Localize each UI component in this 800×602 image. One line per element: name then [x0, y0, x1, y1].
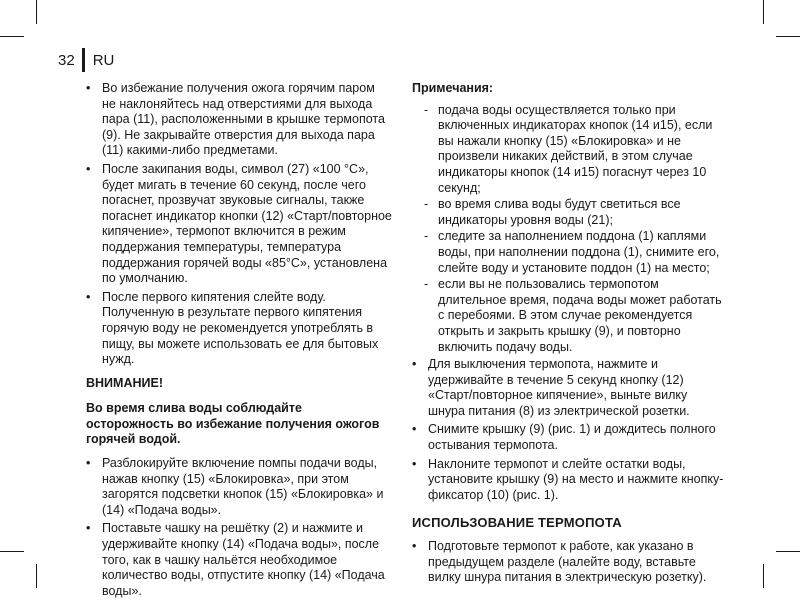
bullet-list [412, 539, 724, 586]
crop-mark [0, 36, 24, 37]
header-divider [82, 48, 85, 72]
bullet-list [86, 81, 392, 368]
bullet-list [412, 357, 724, 503]
note-item: - следите за наполнением поддона (1) каплями воды, при наполнении поддона (1), снимите его, слейте воду и установите поддон (1) на место; [412, 229, 724, 276]
notes-heading: Примечания: [412, 81, 494, 95]
crop-mark [776, 36, 800, 37]
attention-text: Во время слива воды соблюдайте осторожность во избежание получения ожогов горячей водой. [86, 401, 380, 447]
left-column [86, 81, 392, 602]
list-item: • Поставьте чашку на решётку (2) и нажмите и удерживайте кнопку (14) «Подача воды», после того, как в чашку нальётся необходимое количество воды, отпустите кнопку (14) «Подача воды». [86, 521, 392, 599]
note-item: - подача воды осуществляется только при включенных индикаторах кнопок (14 и15), если вы нажали кнопку (15) «Блокировка» и не произвели никаких действий, в этом случае индикаторы кнопок (14 и15) погаснут через 10 секунд; [412, 103, 724, 197]
crop-mark [776, 551, 800, 552]
crop-mark [36, 0, 37, 24]
list-item: • Разблокируйте включение помпы подачи воды, нажав кнопку (15) «Блокировка», при этом загорятся подсветки кнопок (15) «Блокировка» и (14) «Подача воды». [86, 456, 392, 518]
list-item: • Подготовьте термопот к работе, как указано в предыдущем разделе (налейте воду, вставьте вилку шнура питания в электрическую розетку). [412, 539, 724, 586]
section-heading: ИСПОЛЬЗОВАНИЕ ТЕРМОПОТА [412, 515, 622, 531]
crop-mark [36, 564, 37, 588]
attention-heading: ВНИМАНИЕ! [86, 375, 163, 390]
right-column [412, 81, 724, 589]
page-number: 32 [58, 51, 75, 69]
page-header [58, 46, 114, 74]
note-item: - если вы не пользовались термопотом длительное время, подача воды может работать с перебоями. В этом случае рекомендуется открыть и закрыть крышку (9), и повторно включить подачу воды. [412, 277, 724, 355]
list-item: • Для выключения термопота, нажмите и удерживайте в течение 5 секунд кнопку (12) «Старт/повторное кипячение», выньте вилку шнура питания (8) из электрической розетки. [412, 357, 724, 419]
crop-mark [763, 564, 764, 588]
list-item: • Наклоните термопот и слейте остатки воды, установите крышку (9) на место и нажмите кнопку-фиксатор (10) (рис. 1). [412, 457, 724, 504]
bullet-list [86, 456, 392, 599]
crop-mark [0, 551, 24, 552]
language-code: RU [92, 51, 115, 69]
note-item: - во время слива воды будут светиться все индикаторы уровня воды (21); [412, 197, 724, 228]
crop-mark [763, 0, 764, 24]
list-item: • Во избежание получения ожога горячим паром не наклоняйтесь над отверстиями для выхода пара (11), расположенными в крышке термопота (9). Не закрывайте отверстия для выхода пара (11) какими-либо предметами. [86, 81, 392, 159]
list-item: • После закипания воды, символ (27) «100 °C», будет мигать в течение 60 секунд, после чего погаснет, прозвучат звуковые сигналы, также погаснет индикатор кнопки (12) «Старт/повторное кипячение», термопот включится в режим поддержания температуры, температура поддержания горячей воды «85°C», установлена по умолчанию. [86, 162, 392, 287]
list-item: • После первого кипятения слейте воду. Полученную в результате первого кипятения горячую воду не рекомендуется употреблять в пищу, вы можете использовать ее для бытовых нужд. [86, 290, 392, 368]
notes-list [412, 103, 724, 356]
list-item: • Снимите крышку (9) (рис. 1) и дождитесь полного остывания термопота. [412, 422, 724, 453]
